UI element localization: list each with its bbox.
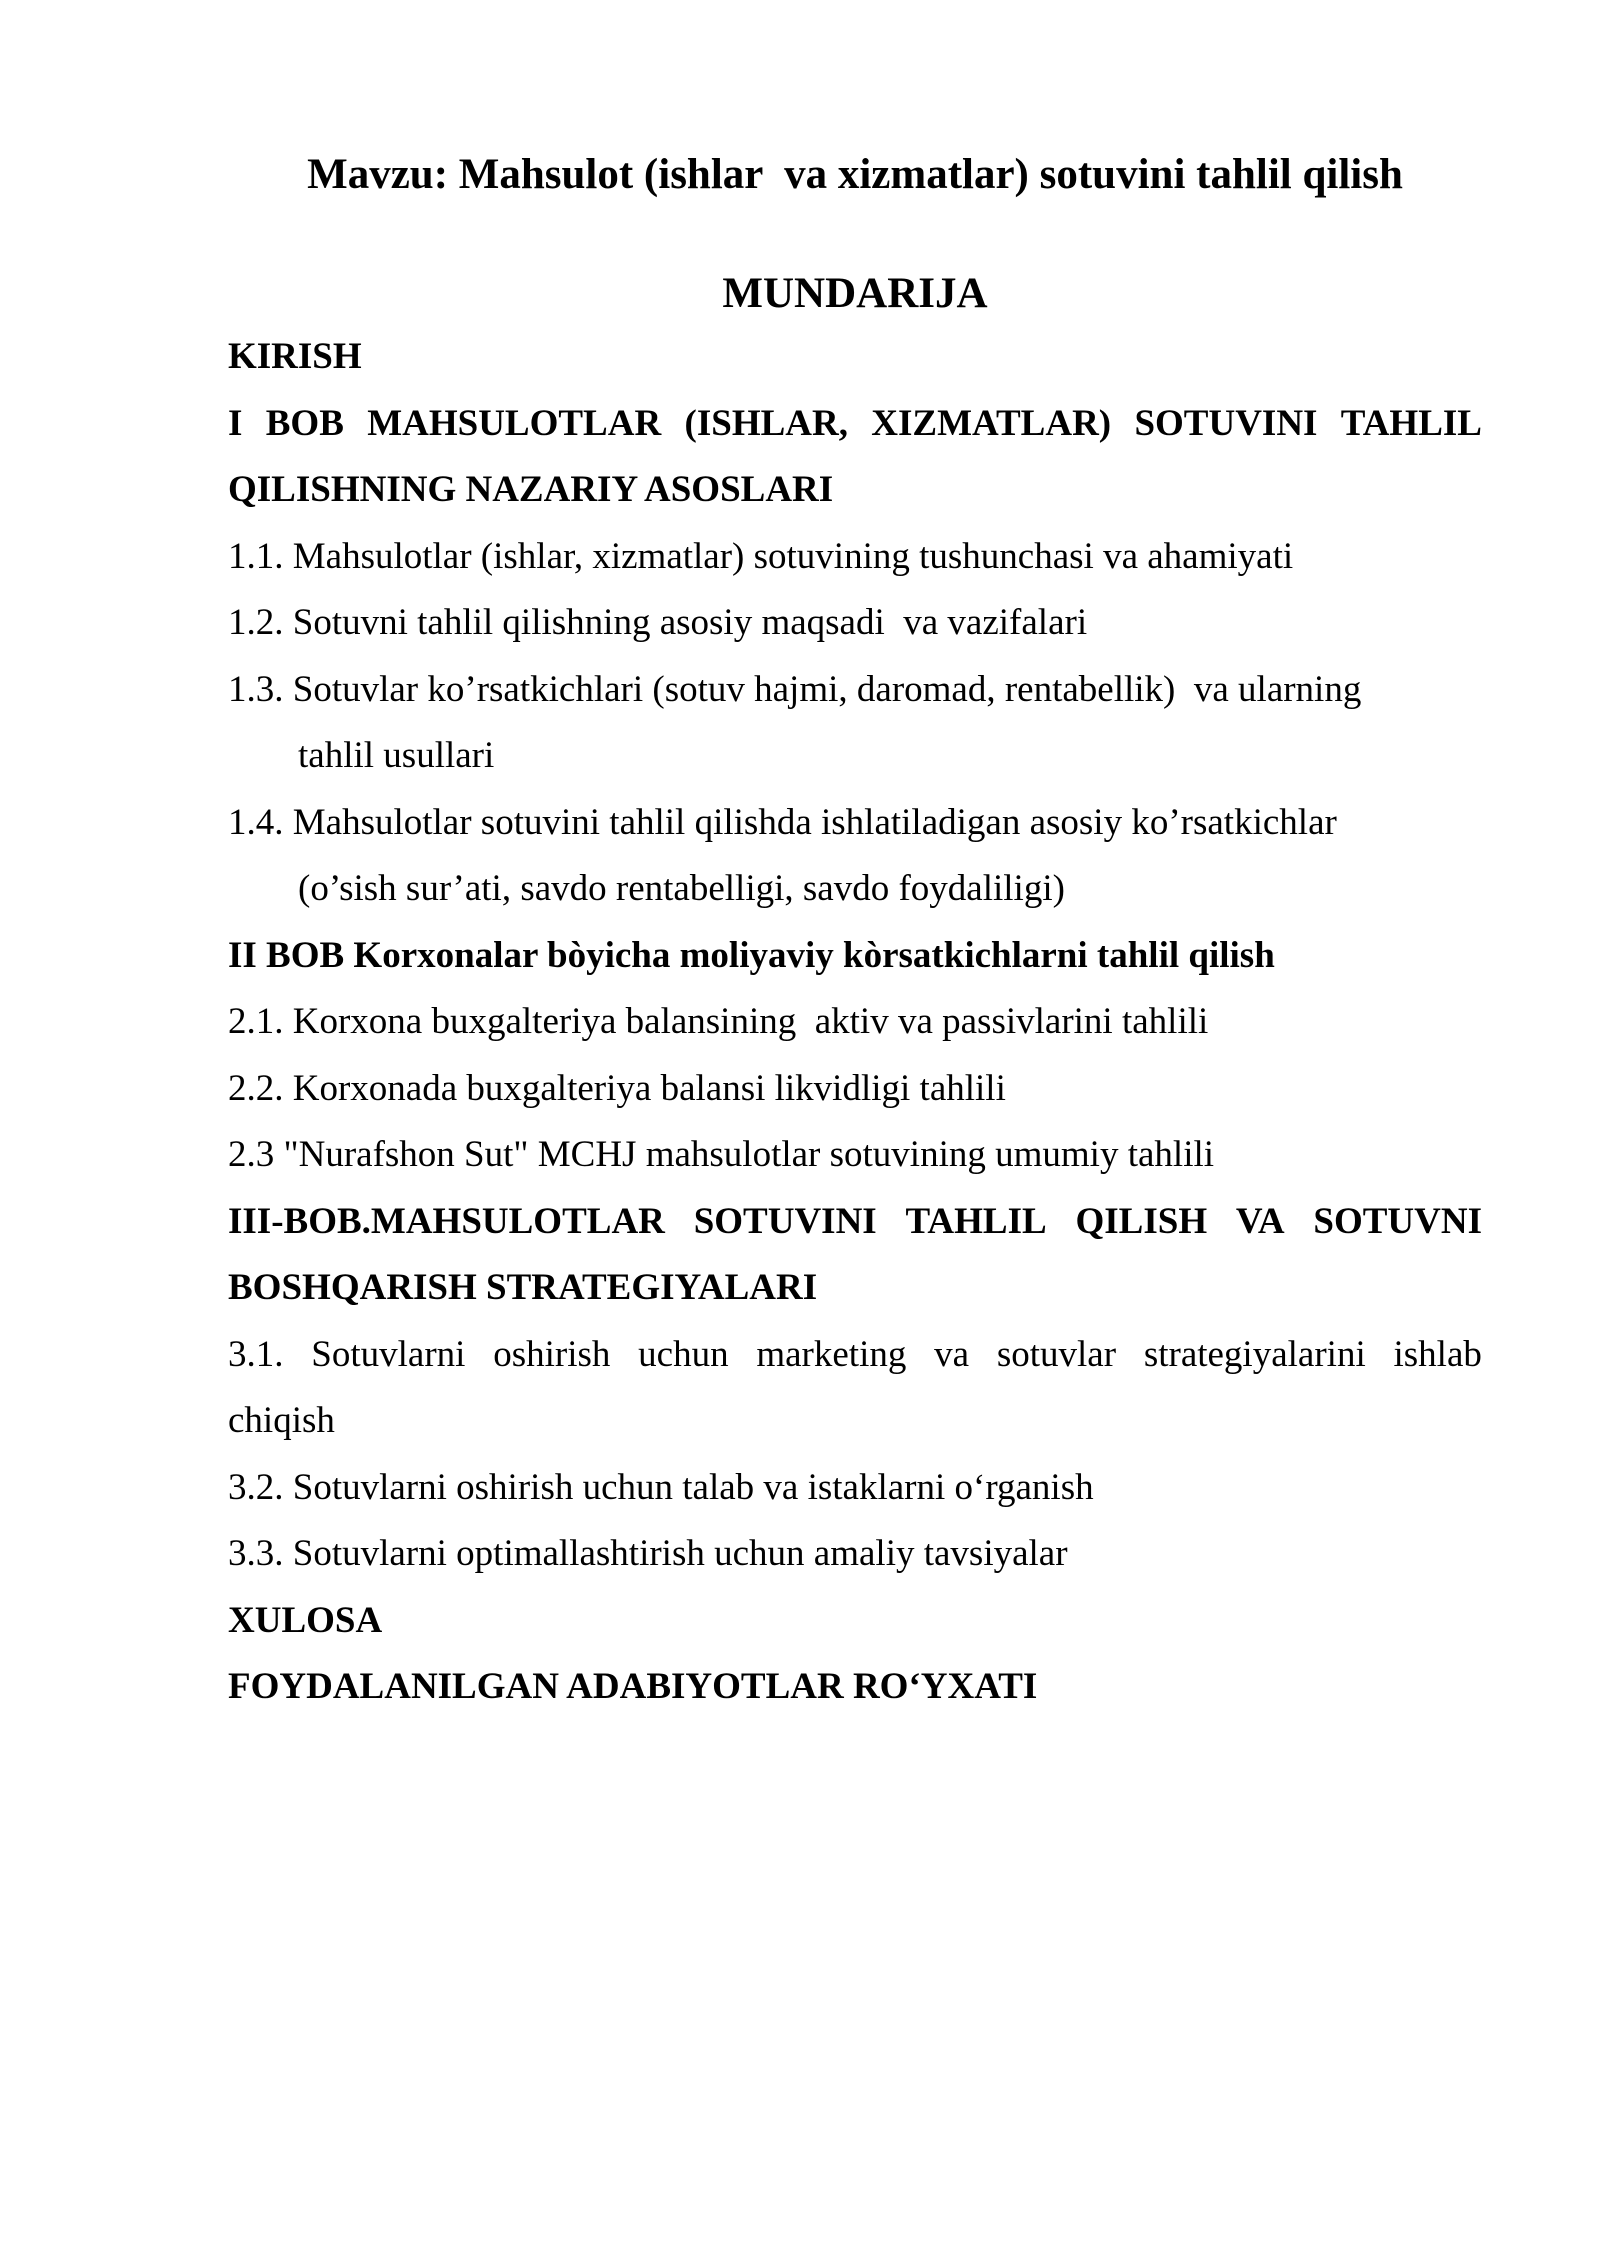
toc-line: FOYDALANILGAN ADABIYOTLAR ROʻYXATI	[228, 1666, 1038, 1707]
document-title: Mavzu: Mahsulot (ishlar va xizmatlar) sotuvini tahlil qilish	[307, 151, 1403, 198]
toc-line: KIRISH	[228, 336, 362, 377]
toc-word: Sotuvlarni	[311, 1333, 466, 1375]
toc-line: 2.1. Korxona buxgalteriya balansining aktiv va passivlarini tahlili	[228, 1001, 1209, 1042]
toc-word: VA	[1235, 1200, 1285, 1242]
toc-word: 3.1.	[228, 1333, 284, 1375]
toc-word: SOTUVINI	[693, 1200, 877, 1242]
toc-line: (o’sish sur’ati, savdo rentabelligi, savdo foydaliligi)	[298, 868, 1065, 909]
toc-word: QILISH	[1075, 1200, 1208, 1242]
toc-word: va	[934, 1333, 970, 1375]
toc-word: oshirish	[493, 1333, 611, 1375]
toc-word: uchun	[638, 1333, 729, 1375]
toc-line: II BOB Korxonalar bòyicha moliyaviy kòrsatkichlarni tahlil qilish	[228, 934, 1275, 976]
toc-word: III-BOB.MAHSULOTLAR	[228, 1200, 665, 1242]
toc-line	[228, 1322, 1482, 1389]
toc-word: marketing	[756, 1333, 907, 1375]
toc-line: XULOSA	[228, 1599, 383, 1641]
toc-word: strategiyalarini	[1143, 1333, 1366, 1375]
toc-word: sotuvlar	[996, 1333, 1117, 1375]
toc-word: TAHLIL	[1340, 402, 1482, 444]
toc-line: 2.3 "Nurafshon Sut" MCHJ mahsulotlar sotuvining umumiy tahlili	[228, 1134, 1215, 1175]
toc-word: XIZMATLAR)	[871, 402, 1112, 444]
toc-line: 3.2. Sotuvlarni oshirish uchun talab va istaklarni oʻrganish	[228, 1466, 1094, 1508]
toc-line: 1.1. Mahsulotlar (ishlar, xizmatlar) sotuvining tushunchasi va ahamiyati	[228, 535, 1294, 577]
toc-word: BOB	[265, 402, 344, 444]
toc-word: MAHSULOTLAR	[367, 402, 662, 444]
toc-word: (ISHLAR,	[684, 402, 848, 444]
toc-word: I	[228, 402, 243, 444]
toc-word: TAHLIL	[905, 1200, 1047, 1242]
toc-line: 2.2. Korxonada buxgalteriya balansi likvidligi tahlili	[228, 1067, 1006, 1109]
toc-word: SOTUVNI	[1313, 1200, 1482, 1242]
toc-line: 1.3. Sotuvlar ko’rsatkichlari (sotuv hajmi, daromad, rentabellik) va ularning	[228, 668, 1362, 710]
toc-word: ishlab	[1393, 1333, 1482, 1375]
toc-line: chiqish	[228, 1400, 335, 1441]
toc-line	[228, 1189, 1482, 1256]
table-of-contents	[228, 324, 1482, 1721]
toc-line: 1.4. Mahsulotlar sotuvini tahlil qilishda ishlatiladigan asosiy ko’rsatkichlar	[228, 801, 1337, 843]
toc-line: BOSHQARISH STRATEGIYALARI	[228, 1267, 818, 1308]
toc-line	[228, 391, 1482, 458]
contents-heading: MUNDARIJA	[722, 270, 988, 317]
toc-word: SOTUVINI	[1134, 402, 1318, 444]
toc-line: 3.3. Sotuvlarni optimallashtirish uchun amaliy tavsiyalar	[228, 1533, 1068, 1574]
toc-line: QILISHNING NAZARIY ASOSLARI	[228, 469, 834, 510]
toc-line: tahlil usullari	[298, 735, 495, 776]
toc-line: 1.2. Sotuvni tahlil qilishning asosiy maqsadi va vazifalari	[228, 602, 1088, 643]
